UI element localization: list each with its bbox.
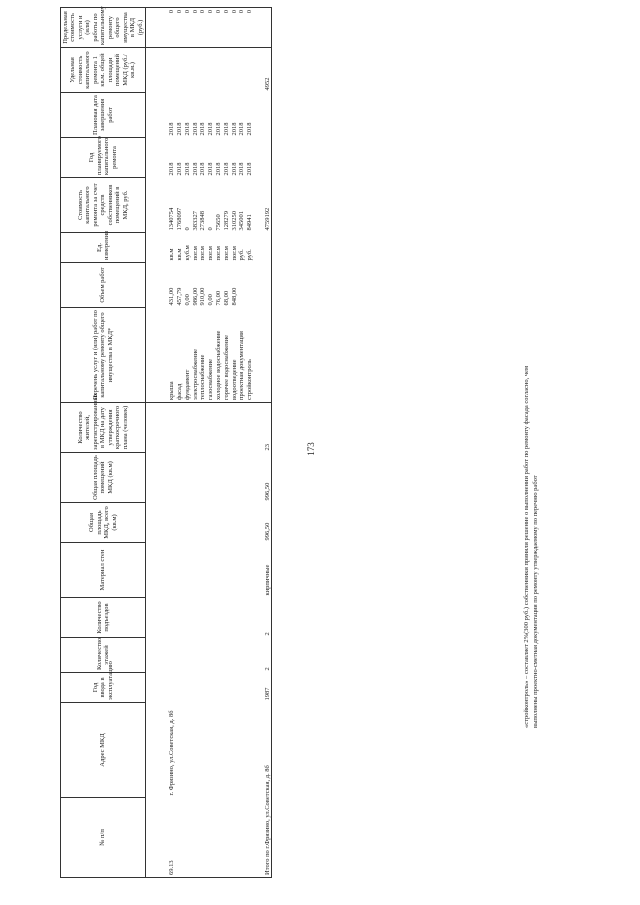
header-premises-area: Общая площадь помещений МКД (кв.м) [61, 453, 146, 503]
work-item: фасад [175, 383, 183, 400]
work-item: фундамент [183, 369, 191, 400]
max-cost-value: 0 [238, 10, 246, 14]
cost-value: 345001 [238, 211, 246, 231]
volume-value: 848,00 [230, 287, 238, 306]
unit-cost-cell [146, 48, 258, 93]
max-cost-value: 0 [191, 10, 199, 14]
total-wall: кирпичные [258, 543, 272, 598]
volume-value: 0,00 [207, 294, 215, 306]
plan-date-value: 2018 [222, 122, 230, 136]
plan-dates-list [146, 93, 258, 138]
plan-date-value: 2018 [238, 122, 246, 136]
plan-year-value: 2018 [191, 162, 199, 176]
total-premises-area: 996,50 [258, 453, 272, 503]
plan-date-value: 2018 [191, 122, 199, 136]
footnote-line: «стройконтроль» – составляет 2%(300 руб.) собственники приняли решение о выполнении работ по ремонту фасада согласно, чем [523, 365, 530, 728]
header-cost: Стоимость капитального ремонта за счет средств собственников помещений в МКД, руб. [61, 178, 146, 233]
volume-value [246, 265, 254, 306]
plan-year-value: 2018 [199, 162, 207, 176]
cost-value: 128279 [222, 211, 230, 231]
plan-year-value: 2018 [214, 162, 222, 176]
total-cost: 4759192 [258, 178, 272, 233]
plan-year-value: 2018 [183, 162, 191, 176]
max-cost-value: 0 [168, 10, 176, 14]
max-cost-value: 0 [214, 10, 222, 14]
work-item: водоотведение [230, 359, 238, 400]
plan-date-value: 2018 [168, 122, 176, 136]
unit-value: пог.м [199, 246, 207, 261]
row-address: г. Фрязино, ул.Советская, д. 8б [146, 403, 258, 798]
max-cost-value: 0 [199, 10, 207, 14]
work-item: проектная документация [238, 331, 246, 400]
row-num: 69.13 [146, 798, 258, 878]
volume-value: 910,00 [199, 287, 207, 306]
header-address: Адрес МКД [61, 703, 146, 798]
table-row [146, 8, 258, 878]
works-list [146, 308, 258, 403]
max-costs-list [146, 8, 258, 48]
plan-date-value: 2018 [246, 122, 254, 136]
total-floors: 2 [258, 638, 272, 673]
header-unit: Ед. измерения [61, 233, 146, 263]
header-unit-cost: Удельная стоимость капитального ремонта 1 кв.м. общей площади помещений МКД (руб./кв.м.) [61, 48, 146, 93]
unit-value: руб. [246, 249, 254, 261]
header-residents: Количество жителей, зарегистрированных в МКД на дату утверждения краткосрочного плана (человек) [61, 403, 146, 453]
total-row [258, 8, 272, 878]
header-wall: Материал стен [61, 543, 146, 598]
header-max-cost: Предельная стоимость услуги и (или) работы по капитальному ремонту общего имущества в МКД (руб.) [61, 8, 146, 48]
volume-value: 0,00 [183, 294, 191, 306]
unit-value: куб.м [183, 245, 191, 261]
work-item: стройконтроль [246, 359, 254, 400]
total-residents: 23 [258, 403, 272, 453]
total-label: Итого по г.Фрязино, ул.Советская, д. 8б [258, 703, 272, 878]
plan-date-value: 2018 [199, 122, 207, 136]
header-entrances: Количество подъездов [61, 598, 146, 638]
volume-value: 986,00 [191, 287, 199, 306]
cost-value: 0 [183, 227, 191, 231]
capital-repair-table [60, 7, 272, 878]
plan-date-value: 2018 [230, 122, 238, 136]
volume-value: 431,00 [168, 287, 176, 306]
work-item: газоснабжение [207, 358, 215, 400]
work-item: холодное водоснабжение [214, 330, 222, 400]
header-row [61, 8, 146, 878]
plan-year-value: 2018 [207, 162, 215, 176]
total-year: 1987 [258, 673, 272, 703]
max-cost-value: 0 [207, 10, 215, 14]
plan-year-value: 2018 [246, 162, 254, 176]
header-plan-year: Год планируемого капитального ремонта [61, 138, 146, 178]
total-entrances: 2 [258, 598, 272, 638]
header-num: № п/п [61, 798, 146, 878]
header-total-area: Общая площадь МКД, всего (кв.м) [61, 503, 146, 543]
unit-value: руб. [238, 249, 246, 261]
cost-value: 383327 [191, 211, 199, 231]
unit-value: кв.м [168, 248, 176, 261]
plan-year-value: 2018 [230, 162, 238, 176]
page-number: 173 [306, 442, 316, 456]
work-item: электроснабжение [191, 349, 199, 400]
plan-date-value: 2018 [214, 122, 222, 136]
volume-value: 68,00 [222, 290, 230, 306]
cost-value: 84941 [246, 214, 254, 231]
plan-date-value: 2018 [175, 122, 183, 136]
unit-value: пог.м [230, 246, 238, 261]
volume-value: 457,79 [175, 287, 183, 306]
volume-value: 76,00 [214, 290, 222, 306]
plan-year-value: 2018 [222, 162, 230, 176]
cost-value: 273848 [199, 211, 207, 231]
max-cost-value: 0 [230, 10, 238, 14]
register-sheet [60, 6, 580, 878]
plan-date-value: 2018 [207, 122, 215, 136]
max-cost-value: 0 [246, 10, 254, 14]
cost-value: 1768097 [175, 207, 183, 231]
volumes-list [146, 263, 258, 308]
work-item: горячее водоснабжение [222, 335, 230, 400]
cost-value: 1340754 [168, 207, 176, 231]
units-list [146, 233, 258, 263]
header-year: Год ввода в эксплуатацию [61, 673, 146, 703]
header-works: Перечень услуг и (или) работ по капитальному ремонту общего имущества в МКД* [61, 308, 146, 403]
cost-value: 310250 [230, 211, 238, 231]
footnote-line: выполнены проектно-сметная документация по ремонту утверждаемому по перечню работ [532, 475, 539, 728]
header-floors: Количество этажей [61, 638, 146, 673]
footnote [522, 108, 540, 728]
unit-value: пог.м [222, 246, 230, 261]
cost-value: 0 [207, 227, 215, 231]
header-plan-date: Плановая дата завершения работ [61, 93, 146, 138]
plan-years-list [146, 138, 258, 178]
unit-value: пог.м [191, 246, 199, 261]
plan-year-value: 2018 [238, 162, 246, 176]
plan-year-value: 2018 [175, 162, 183, 176]
total-unit-cost: 4952 [258, 48, 272, 93]
max-cost-value: 0 [183, 10, 191, 14]
header-volume: Объем работ [61, 263, 146, 308]
unit-value: пог.м [214, 246, 222, 261]
unit-value: пог.м [207, 246, 215, 261]
work-item: теплоснабжение [199, 354, 207, 400]
max-cost-value: 0 [222, 10, 230, 14]
total-area: 996,50 [258, 503, 272, 543]
unit-value: кв.м [175, 248, 183, 261]
max-cost-value: 0 [175, 10, 183, 14]
plan-date-value: 2018 [183, 122, 191, 136]
costs-list [146, 178, 258, 233]
plan-year-value: 2018 [168, 162, 176, 176]
volume-value [238, 265, 246, 306]
cost-value: 75650 [214, 214, 222, 231]
work-item: крыша [168, 381, 176, 400]
